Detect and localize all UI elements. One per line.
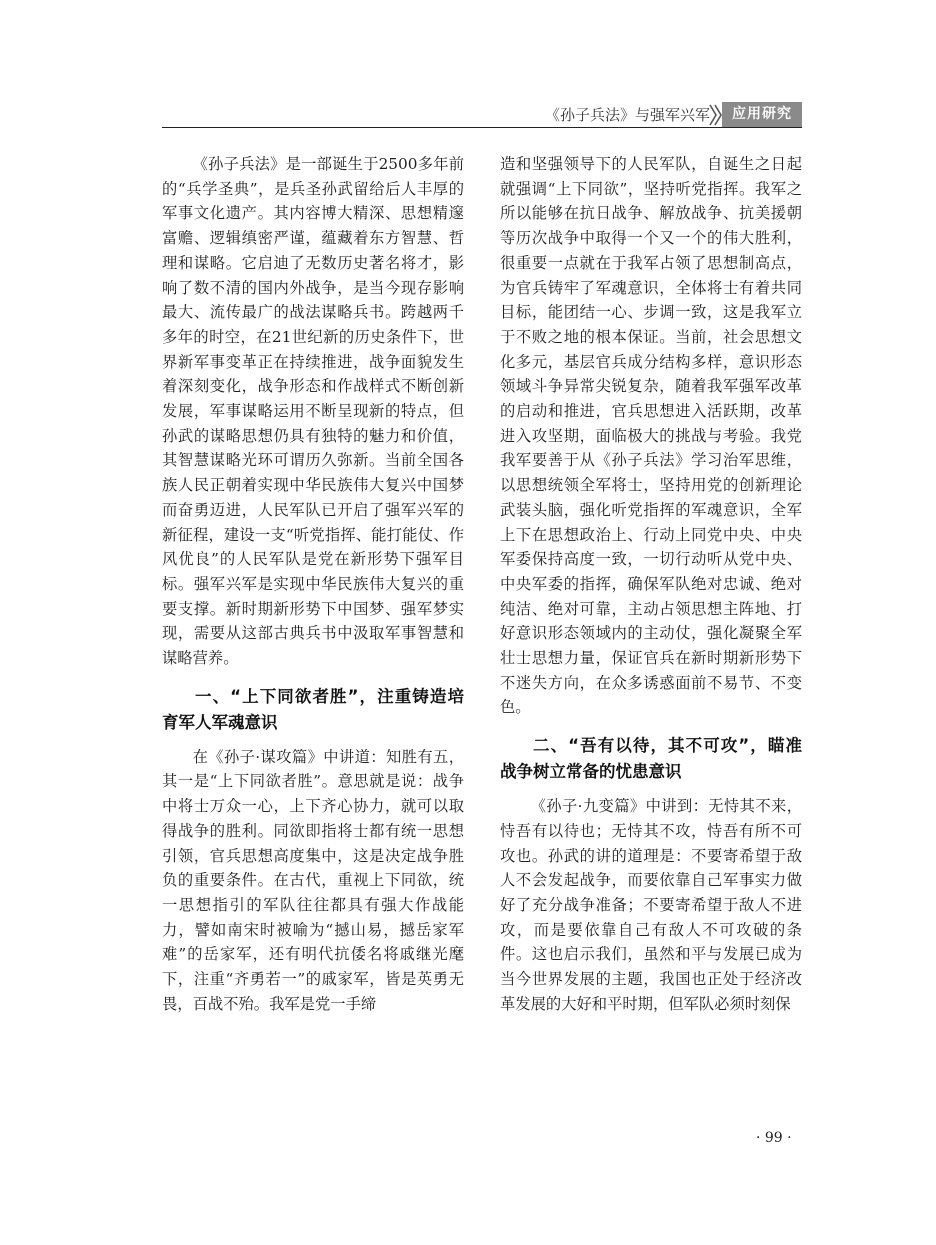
section1-paragraph: 在《孙子·谋攻篇》中讲道：知胜有五，其一是“上下同欲者胜”。意思就是说：战争中将士万众一心，上下齐心协力，就可以取得战争的胜利。同欲即指将士都有统一思想引领，官兵思想高度集中，这是决定战争胜负的重要条件。在古代，重视上下同欲，统一思想指引的军队往往都具有强大作战能力，譬如南宋时被喻为“撼山易，撼岳家军难”的岳家军，还有明代抗倭名将戚继光麾下，注重“齐勇若一”的戚家军，皆是英勇无畏，百战不殆。我军是党一手缔	[162, 747, 464, 1013]
continued-paragraph: 造和坚强领导下的人民军队，自诞生之日起就强调“上下同欲”，坚持听党指挥。我军之所以能够在抗日战争、解放战争、抗美援朝等历次战争中取得一个又一个的伟大胜利，很重要一点就在于我军占领了思想制高点，为官兵铸牢了军魂意识，全体将士有着共同目标，能团结一心、步调一致，这是我军立于不败之地的根本保证。当前，社会思想文化多元，基层官兵成分结构多样，意识形态领域斗争异常尖锐复杂，随着我军强军改革的启动和推进，官兵思想进入活跃期，改革进入攻坚期，面临极大的挑战与考验。我党我军要善于从《孙子兵法》学习治军思维，以思想统领全军将士，坚持用党的创新理论武装头脑，强化听党指挥的军魂意识，全军上下在思想政治上、行动上同党中央、中央军委保持高度一致，一切行动听从党中央、中央军委的指挥，确保军队绝对忠诚、绝对纯洁、绝对可靠，主动占领思想主阵地、打好意识形态领域内的主动仗，强化凝聚全军壮士思想力量，保证官兵在新时期新形势下不迷失方向，在众多诱惑面前不易节、不变色。	[500, 155, 802, 717]
spacer	[500, 720, 802, 733]
right-column	[500, 152, 802, 1017]
left-column	[162, 152, 464, 1017]
spacer	[500, 785, 802, 794]
spacer	[162, 736, 464, 745]
intro-paragraph: 《孙子兵法》是一部诞生于2500多年前的“兵学圣典”，是兵圣孙武留给后人丰厚的军事文化遗产。其内容博大精深、思想精邃富赡、逻辑缜密严谨，蕴藏着东方智慧、哲理和谋略。它启迪了无数历史著名将才，影响了数不清的国内外战争，是当今现存影响最大、流传最广的战法谋略兵书。跨越两千多年的时空，在21世纪新的历史条件下，世界新军事变革正在持续推进，战争面貌发生着深刻变化，战争形态和作战样式不断创新发展，军事谋略运用不断呈现新的特点，但孙武的谋略思想仍具有独特的魅力和价值，其智慧谋略光环可谓历久弥新。当前全国各族人民正朝着实现中华民族伟大复兴中国梦而奋勇迈进，人民军队已开启了强军兴军的新征程，建设一支“听党指挥、能打能仗、作风优良”的人民军队是党在新形势下强军目标。强军兴军是实现中华民族伟大复兴的重要支撑。新时期新形势下中国梦、强军梦实现，需要从这部古典兵书中汲取军事智慧和谋略营养。	[162, 155, 464, 668]
spacer	[162, 671, 464, 684]
section2-paragraph: 《孙子·九变篇》中讲到：无恃其不来，恃吾有以待也；无恃其不攻，恃吾有所不可攻也。孙武的讲的道理是：不要寄希望于敌人不会发起战争，而要依靠自己军事实力做好了充分战争准备；不要寄希望于敌人不进攻，而是要依靠自己有敌人不可攻破的条件。这也启示我们，虽然和平与发展已成为当今世界发展的主题，我国也正处于经济改革发展的大好和平时期，但军队必须时刻保	[500, 797, 802, 1013]
section-badge: 应用研究	[722, 102, 802, 127]
section1-heading: 一、“上下同欲者胜”，注重铸造培育军人军魂意识	[162, 686, 464, 732]
header-rule	[162, 127, 802, 128]
journal-column-title: 《孙子兵法》与强军兴军	[544, 106, 710, 124]
section2-heading: 二、“吾有以待，其不可攻”，瞄准战争树立常备的忧患意识	[500, 736, 802, 782]
page-number: · 99 ·	[756, 1130, 792, 1146]
running-header	[162, 102, 802, 128]
